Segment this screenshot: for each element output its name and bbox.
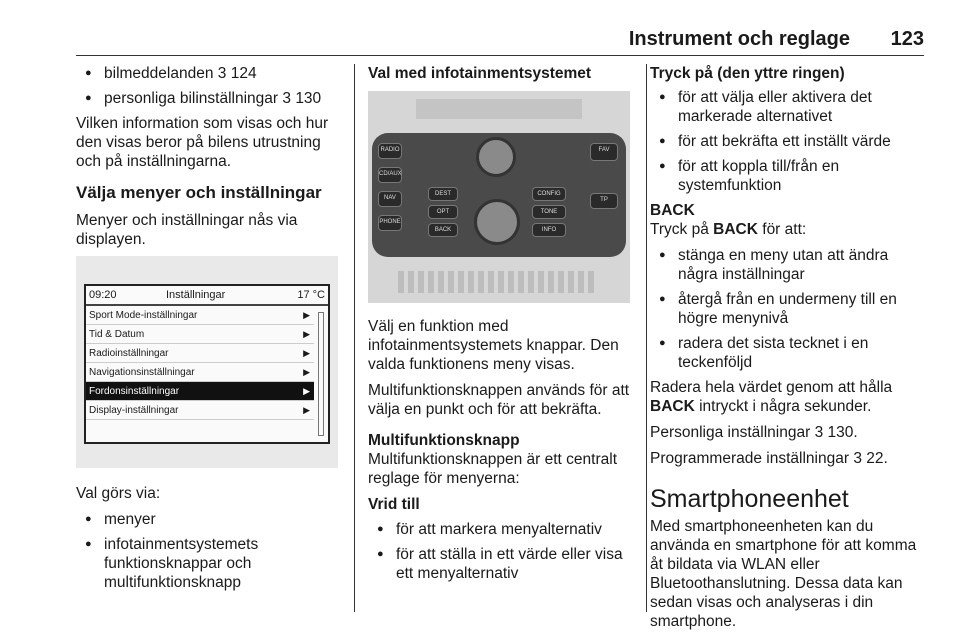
list-item: ● bilmeddelanden 3 124	[76, 64, 344, 83]
settings-display-photo	[76, 256, 338, 468]
tone-button: TONE	[532, 205, 566, 219]
section-heading: Välja menyer och inställningar	[76, 183, 322, 202]
list-item: ● för att ställa in ett värde eller visa ett menyalternativ	[368, 545, 634, 583]
paragraph: Tryck på BACK för att:	[650, 221, 807, 238]
dest-button: DEST	[428, 187, 458, 201]
page-ref-link[interactable]: 124	[230, 65, 257, 82]
multifunction-knob	[474, 199, 520, 245]
paragraph: Vilken information som visas och hur den visas beror på bilens utrustning och på inställningarna.	[76, 115, 329, 170]
phone-button: PHONE	[378, 215, 402, 231]
page-number: 123	[890, 28, 924, 50]
menu-item[interactable]: Navigationsinställningar ▶	[86, 363, 314, 382]
list-item: ● radera det sista tecknet i en teckenföljd	[650, 334, 925, 372]
fav-button: FAV	[590, 143, 618, 161]
chevron-right-icon: ▶	[303, 310, 310, 320]
subheading: Multifunktionsknapp	[368, 432, 520, 449]
paragraph: Menyer och inställningar nås via displayen.	[76, 212, 298, 248]
column-divider-1	[354, 64, 355, 612]
paragraph: Programmerade inställningar 3 22.	[650, 450, 888, 467]
page-ref-icon: 3	[217, 65, 227, 82]
tp-button: TP	[590, 193, 618, 209]
column-divider-2	[646, 64, 647, 612]
list-item: ● för att bekräfta ett inställt värde	[650, 132, 925, 151]
menu-item[interactable]: Display-inställningar ▶	[86, 401, 314, 420]
display-time: 09:20	[89, 289, 117, 301]
opt-button: OPT	[428, 205, 458, 219]
page-ref-icon: 3	[282, 90, 291, 107]
radio-button: RADIO	[378, 143, 402, 159]
list-item: ● återgå från en undermeny till en högre menynivå	[650, 290, 925, 328]
page-ref-link[interactable]: 22.	[866, 450, 888, 467]
subheading: Vrid till	[368, 496, 420, 513]
chevron-right-icon: ▶	[303, 367, 310, 377]
display-title: Inställningar	[166, 289, 226, 301]
paragraph: Personliga inställningar 3 130.	[650, 424, 858, 441]
list-item: ● för att koppla till/från en systemfunktion	[650, 157, 925, 195]
nav-button: NAV	[378, 191, 402, 207]
section-heading: Val med infotainmentsystemet	[368, 65, 592, 82]
display-temperature: 17 °C	[297, 289, 325, 301]
cd-aux-button: CD/AUX	[378, 167, 402, 183]
info-button: INFO	[532, 223, 566, 237]
display-scrollbar	[318, 312, 324, 436]
list-item: ● för att välja eller aktivera det markerade alternativet	[650, 88, 925, 126]
page-title: Instrument och reglage	[628, 28, 850, 50]
column-2	[368, 64, 634, 589]
menu-item[interactable]: Sport Mode-inställningar ▶	[86, 306, 314, 325]
menu-item[interactable]: Tid & Datum ▶	[86, 325, 314, 344]
list-item: ● infotainmentsystemets funktionsknappar och multifunktionsknapp	[76, 535, 344, 592]
menu-item[interactable]: Radioinställningar ▶	[86, 344, 314, 363]
chevron-right-icon: ▶	[303, 329, 310, 339]
air-vent	[416, 99, 582, 119]
list-item: ● personliga bilinställningar 3 130	[76, 89, 344, 108]
list-item: ● stänga en meny utan att ändra några inställningar	[650, 246, 925, 284]
paragraph: Multifunktionsknappen är ett centralt reglage för menyerna:	[368, 451, 617, 487]
infotainment-panel-photo	[368, 91, 630, 303]
chevron-right-icon: ▶	[303, 405, 310, 415]
paragraph: Multifunktionsknappen används för att välja en punkt och för att bekräfta.	[368, 382, 630, 418]
chevron-right-icon: ▶	[303, 348, 310, 358]
section-heading: Smartphoneenhet	[650, 485, 849, 513]
paragraph: Välj en funktion med infotainmentsystemets knappar. Den valda funktionens meny visas.	[368, 318, 619, 373]
paragraph: Radera hela värdet genom att hålla BACK intryckt i några sekunder.	[650, 379, 893, 415]
volume-knob	[476, 137, 516, 177]
back-button: BACK	[428, 223, 458, 237]
chevron-right-icon: ▶	[303, 386, 310, 396]
subheading: BACK	[650, 202, 695, 219]
page-header	[76, 26, 924, 56]
column-3	[650, 64, 925, 638]
control-panel	[372, 133, 626, 257]
page-ref-link[interactable]: 130.	[827, 424, 858, 441]
page-ref-link[interactable]: 130	[295, 90, 322, 107]
paragraph: Med smartphoneenheten kan du använda en smartphone för att komma åt bildata via WLAN eller Bluetoothanslutning. Dessa data kan sedan visas och analyseras i din smartphone.	[650, 518, 917, 630]
column-1	[76, 64, 344, 598]
page-ref-icon: 3	[853, 450, 862, 467]
config-button: CONFIG	[532, 187, 566, 201]
paragraph: Val görs via:	[76, 485, 161, 502]
list-item: ● för att markera menyalternativ	[368, 520, 634, 539]
subheading: Tryck på (den yttre ringen)	[650, 65, 845, 82]
panel-grille	[398, 271, 598, 293]
page-ref-icon: 3	[814, 424, 824, 441]
display-screen	[84, 284, 330, 444]
display-status-bar	[86, 286, 328, 306]
menu-item-selected[interactable]: Fordonsinställningar ▶	[86, 382, 314, 401]
list-item: ● menyer	[76, 510, 344, 529]
